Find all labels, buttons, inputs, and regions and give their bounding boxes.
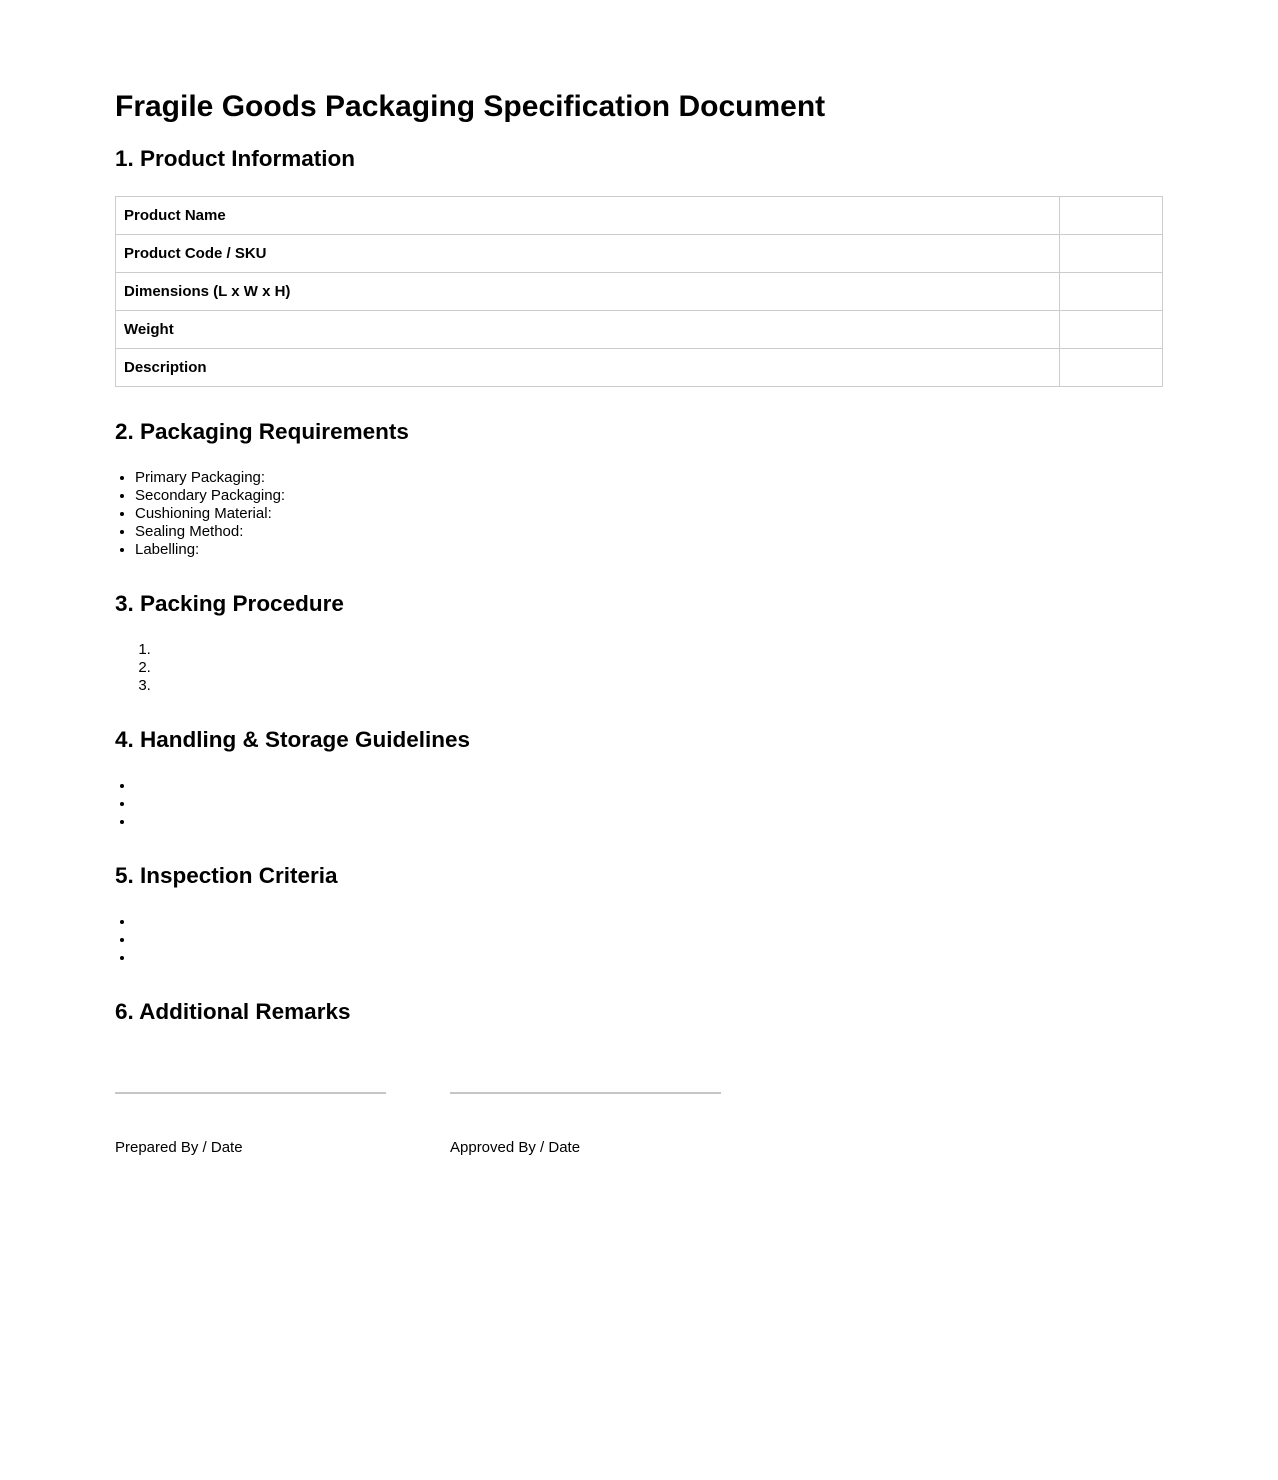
table-row xyxy=(116,349,1163,387)
handling-storage-list xyxy=(115,777,1163,831)
row-value-description xyxy=(1060,349,1163,387)
packing-procedure-list xyxy=(115,641,1163,695)
signature-label-prepared: Prepared By / Date xyxy=(115,1139,243,1156)
table-row xyxy=(116,197,1163,235)
packaging-requirements-list xyxy=(115,469,1163,559)
row-value-weight xyxy=(1060,311,1163,349)
signature-block-approved xyxy=(450,1092,721,1157)
row-label-product-name: Product Name xyxy=(116,197,1060,235)
list-item xyxy=(135,913,1163,931)
signature-line xyxy=(115,1092,386,1094)
list-item xyxy=(155,641,1163,659)
list-item xyxy=(135,931,1163,949)
signature-label-approved: Approved By / Date xyxy=(450,1139,581,1156)
list-item: • Secondary Packaging: ​ xyxy=(135,487,1163,505)
signature-block-prepared xyxy=(115,1092,386,1157)
product-info-table xyxy=(115,196,1163,387)
list-item: • Sealing Method: ​ xyxy=(135,523,1163,541)
table-row xyxy=(116,311,1163,349)
section-heading-inspection-criteria: 5. Inspection Criteria xyxy=(115,863,338,888)
list-item: • Cushioning Material: ​ xyxy=(135,505,1163,523)
row-label-weight: Weight xyxy=(116,311,1060,349)
section-heading-product-information: 1. Product Information xyxy=(115,146,356,171)
signature-row xyxy=(115,1092,1163,1157)
row-value-product-code xyxy=(1060,235,1163,273)
row-value-product-name xyxy=(1060,197,1163,235)
table-row xyxy=(116,273,1163,311)
list-item xyxy=(155,677,1163,695)
list-item xyxy=(135,949,1163,967)
row-label-dimensions: Dimensions (L x W x H) xyxy=(116,273,1060,311)
row-label-description: Description xyxy=(116,349,1060,387)
list-item xyxy=(135,795,1163,813)
list-item: • Primary Packaging: ​ xyxy=(135,469,1163,487)
page-title: Fragile Goods Packaging Specification Document xyxy=(115,90,826,123)
signature-line xyxy=(450,1092,721,1094)
table-row xyxy=(116,235,1163,273)
list-item: • Labelling: ​ xyxy=(135,541,1163,559)
list-item xyxy=(135,777,1163,795)
list-item xyxy=(135,813,1163,831)
section-heading-additional-remarks: 6. Additional Remarks xyxy=(115,999,351,1024)
section-heading-handling-storage: 4. Handling & Storage Guidelines xyxy=(115,727,471,752)
row-value-dimensions xyxy=(1060,273,1163,311)
section-heading-packaging-requirements: 2. Packaging Requirements xyxy=(115,419,409,444)
inspection-criteria-list xyxy=(115,913,1163,967)
row-label-product-code: Product Code / SKU xyxy=(116,235,1060,273)
section-heading-packing-procedure: 3. Packing Procedure xyxy=(115,591,344,616)
list-item xyxy=(155,659,1163,677)
